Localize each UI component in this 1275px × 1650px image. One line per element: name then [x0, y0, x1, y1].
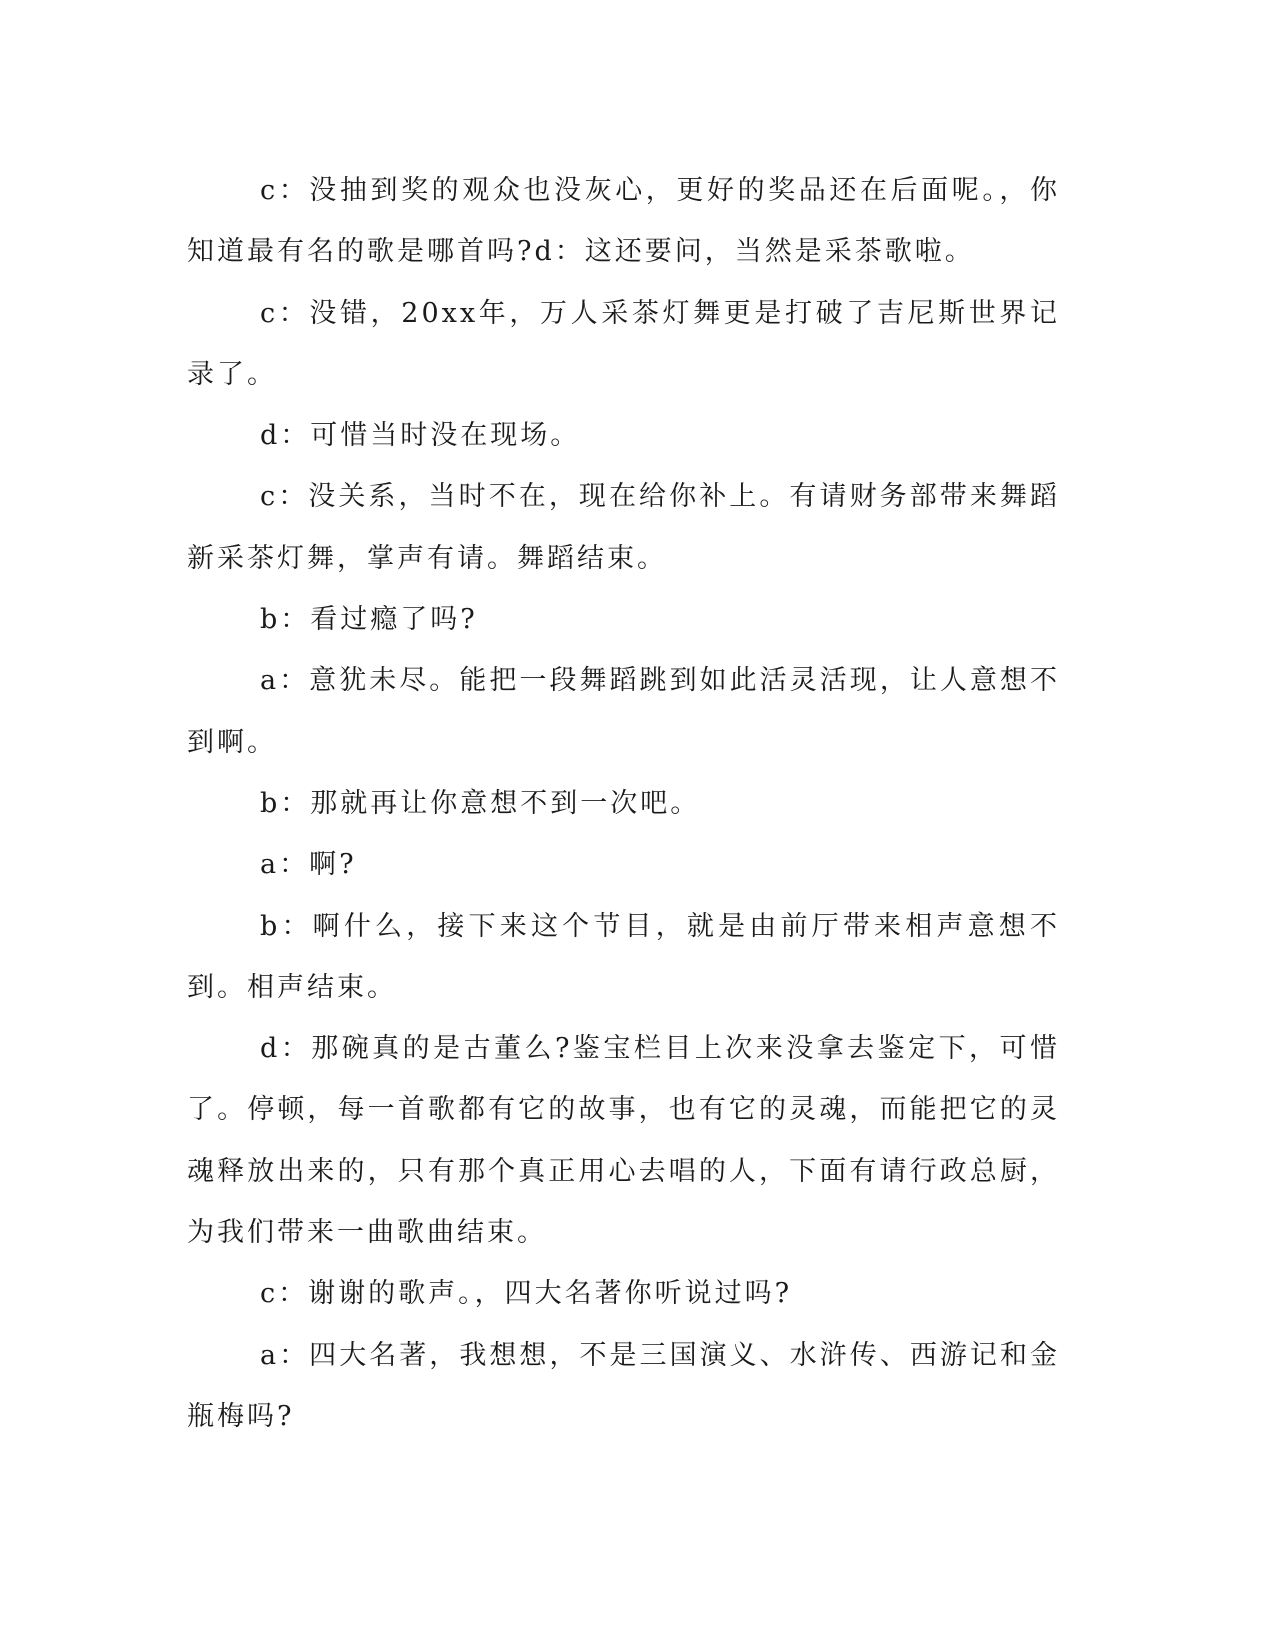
dialogue-paragraph: c：没错，20xx年，万人采茶灯舞更是打破了吉尼斯世界记录了。 — [187, 297, 1060, 390]
dialogue-paragraph: a：四大名著，我想想，不是三国演义、水浒传、西游记和金瓶梅吗? — [187, 1339, 1060, 1432]
dialogue-paragraph: c：没抽到奖的观众也没灰心，更好的奖品还在后面呢。，你知道最有名的歌是哪首吗?d：这还要问，当然是采茶歌啦。 — [187, 175, 1060, 268]
dialogue-paragraph: b：看过瘾了吗? — [260, 604, 478, 636]
dialogue-paragraph: d：可惜当时没在现场。 — [260, 420, 581, 452]
dialogue-paragraph: b：啊什么，接下来这个节目，就是由前厅带来相声意想不到。相声结束。 — [187, 910, 1060, 1003]
dialogue-paragraph: a：意犹未尽。能把一段舞蹈跳到如此活灵活现，让人意想不到啊。 — [187, 665, 1060, 758]
dialogue-paragraph: c：没关系，当时不在，现在给你补上。有请财务部带来舞蹈新采茶灯舞，掌声有请。舞蹈结束。 — [187, 481, 1060, 574]
dialogue-paragraph: b：那就再让你意想不到一次吧。 — [260, 787, 701, 819]
dialogue-paragraph: c：谢谢的歌声。，四大名著你听说过吗? — [260, 1278, 793, 1310]
document-body — [187, 160, 1060, 1447]
dialogue-paragraph: a：啊? — [260, 849, 357, 881]
dialogue-paragraph: d：那碗真的是古董么?鉴宝栏目上次来没拿去鉴定下，可惜了。停顿，每一首歌都有它的故事，也有它的灵魂，而能把它的灵魂释放出来的，只有那个真正用心去唱的人，下面有请行政总厨，为我们带来一曲歌曲结束。 — [187, 1033, 1060, 1249]
